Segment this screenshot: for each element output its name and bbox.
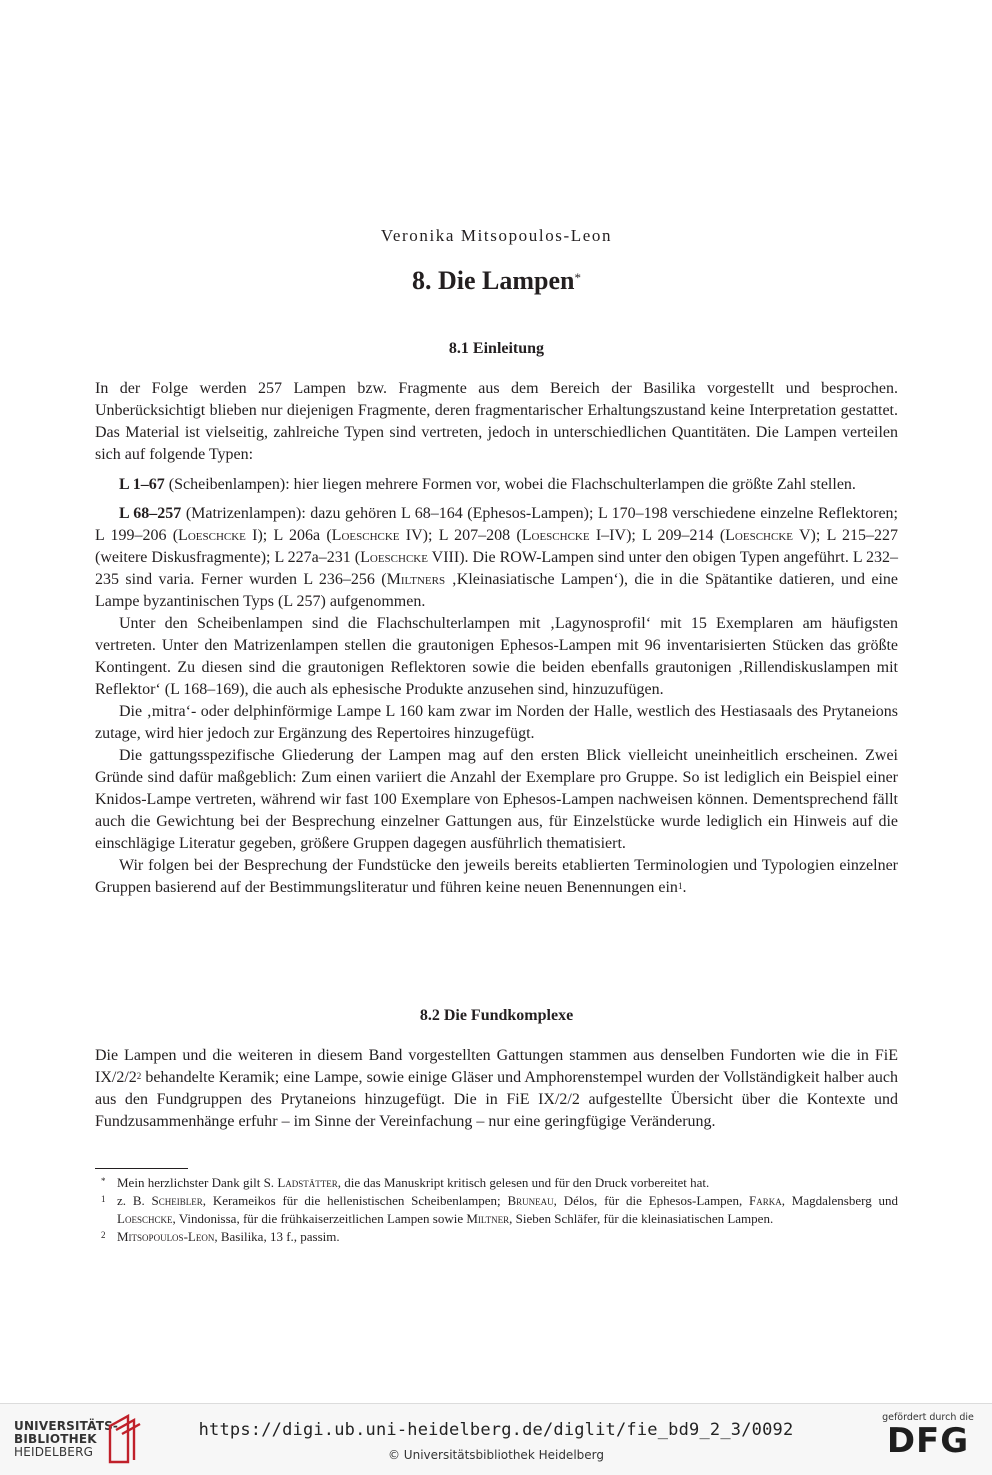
section-heading-einleitung: 8.1 Einleitung <box>448 340 545 357</box>
footnote-2: 2 Mitsopoulos-Leon, Basilika, 13 f., passim. <box>101 1229 340 1244</box>
body-paragraph: Die ‚mitra‘- oder delphinförmige Lampe L 160 kam zwar im Norden der Halle, westlich des Hestiasaals des Prytaneions zutage, wird hier jedoch zur Ergänzung des Repertoires hinzugefügt. <box>95 703 898 742</box>
footnote-divider <box>95 1168 188 1169</box>
document-url-link[interactable]: https://digi.ub.uni-heidelberg.de/diglit/fie_bd9_2_3/0092 <box>198 1420 794 1440</box>
section-body-einleitung <box>95 378 898 899</box>
footnote-1: 1 z. B. Scheibler, Kerameikos für die hellenistischen Scheibenlampen; Bruneau, Délos, für die Ephesos-Lampen, Farka, Magdalensberg und Loeschcke, Vindonissa, für die frühkaiserzeitlichen Lampen sowie Miltner, Sieben Schläfer, für die kleinasiatischen Lampen. <box>101 1193 899 1226</box>
type-range-label: L 68–257 <box>119 505 182 522</box>
chapter-title-text: 8. Die Lampen <box>412 266 575 295</box>
footnote-star: * Mein herzlichster Dank gilt S. Ladstätter, die das Manuskript kritisch gelesen und für den Druck vorbereitet hat. <box>101 1175 710 1190</box>
intro-paragraph: In der Folge werden 257 Lampen bzw. Fragmente aus dem Bereich der Basilika vorgestellt und besprochen. Unberücksichtigt blieben nur diejenigen Fragmente, deren fragmentarischer Erhaltungszustand keine Interpretation gestattet. Das Material ist vielseitig, zahlreiche Typen sind vertreten, jedoch in unterschiedlichen Quantitäten. Die Lampen verteilen sich auf folgende Typen: <box>95 380 898 463</box>
type-list-item-matrizenlampen: L 68–257 (Matrizenlampen): dazu gehören L 68–164 (Ephesos-Lampen); L 170–198 verschiedene einzelne Reflektoren; L 199–206 (Loeschcke I); L 206a (Loeschcke IV); L 207–208 (Loeschcke I–IV); L 209–214 (Loeschcke V); L 215–227 (weitere Diskusfragmente); L 227a–231 (Loeschcke VIII). Die ROW-Lampen sind unter den obigen Typen angeführt. L 232–235 sind varia. Ferner wurden L 236–256 (Miltners ‚Kleinasiatische Lampen‘), die in die Spätantike datieren, und eine Lampe byzantinischen Typs (L 257) aufgenommen. <box>95 505 899 610</box>
footnote-ref-1[interactable]: 1 <box>677 881 683 891</box>
body-paragraph: Wir folgen bei der Besprechung der Fundstücke den jeweils bereits etablierten Terminologien und Typologien einzelner Gruppen basierend auf der Bestimmungsliteratur und führen keine neuen Benennungen ein$^1$. <box>95 857 898 896</box>
chapter-title <box>95 266 898 296</box>
library-name: UNIVERSITÄTS- BIBLIOTHEK HEIDELBERG <box>14 1419 119 1459</box>
viewer-footer <box>0 1403 992 1475</box>
copyright-notice: © Universitätsbibliothek Heidelberg <box>387 1448 604 1462</box>
body-paragraph: Unter den Scheibenlampen sind die Flachschulterlampen mit ‚Lagynosprofil‘ mit 15 Exemplaren am häufigsten vertreten. Unter den Matrizenlampen stellen die grautonigen Ephesos-Lampen mit 96 inventarisierten Stücken das größte Kontingent. Zu diesen sind die grautonigen Reflektoren sowie die beiden ebenfalls grautonigen ‚Rillendiskuslampen mit Reflektor‘ (L 168–169), die auch als ephesische Produkte anzusehen sind, hinzuzufügen. <box>95 615 898 698</box>
footnotes <box>95 1174 898 1246</box>
author-name: Veronika Mitsopoulos-Leon <box>380 226 613 245</box>
title-footnote-mark[interactable]: * <box>574 270 581 285</box>
funder-logo[interactable] <box>878 1412 978 1461</box>
body-paragraph: Die Lampen und die weiteren in diesem Band vorgestellten Gattungen stammen aus denselben Fundorten wie die in FiE IX/2/2$^2$ behandelte Keramik; eine Lampe, sowie einige Gläser und Amphorenstempel wurden der Vollständigkeit halber auch aus den Fundgruppen des Prytaneions hinzugefügt. Die in FiE IX/2/2 aufgestellte Übersicht über die Kontexte und Fundzusammenhänge erfuhr – im Sinne der Vereinfachung – nur eine geringfügige Veränderung. <box>95 1047 898 1130</box>
type-list-item-scheibenlampen: L 1–67 (Scheibenlampen): hier liegen mehrere Formen vor, wobei die Flachschulterlampen die größte Zahl stellen. <box>119 476 856 493</box>
funder-note: gefördert durch die <box>882 1412 974 1423</box>
section-heading-fundkomplexe: 8.2 Die Fundkomplexe <box>419 1007 574 1024</box>
type-range-label: L 1–67 <box>119 476 165 493</box>
section-body-fundkomplexe <box>95 1045 898 1133</box>
dfg-logo-text: DFG <box>886 1421 970 1461</box>
footnote-ref-2[interactable]: 2 <box>136 1071 142 1081</box>
body-paragraph: Die gattungsspezifische Gliederung der Lampen mag auf den ersten Blick vielleicht uneinheitlich erscheinen. Zwei Gründe sind dafür maßgeblich: Zum einen variiert die Anzahl der Exemplare pro Gruppe. So ist lediglich ein Beispiel einer Knidos-Lampe vertreten, während wir fast 100 Exemplare von Ephesos-Lampen nachweisen können. Dementsprechend fällt auch die Gewichtung bei der Besprechung einzelner Gattungen aus, für Einzelstücke wurde lediglich ein Hinweis auf die einschlägige Literatur gegeben, größere Gruppen dagegen ausführlich thematisiert. <box>95 747 898 852</box>
